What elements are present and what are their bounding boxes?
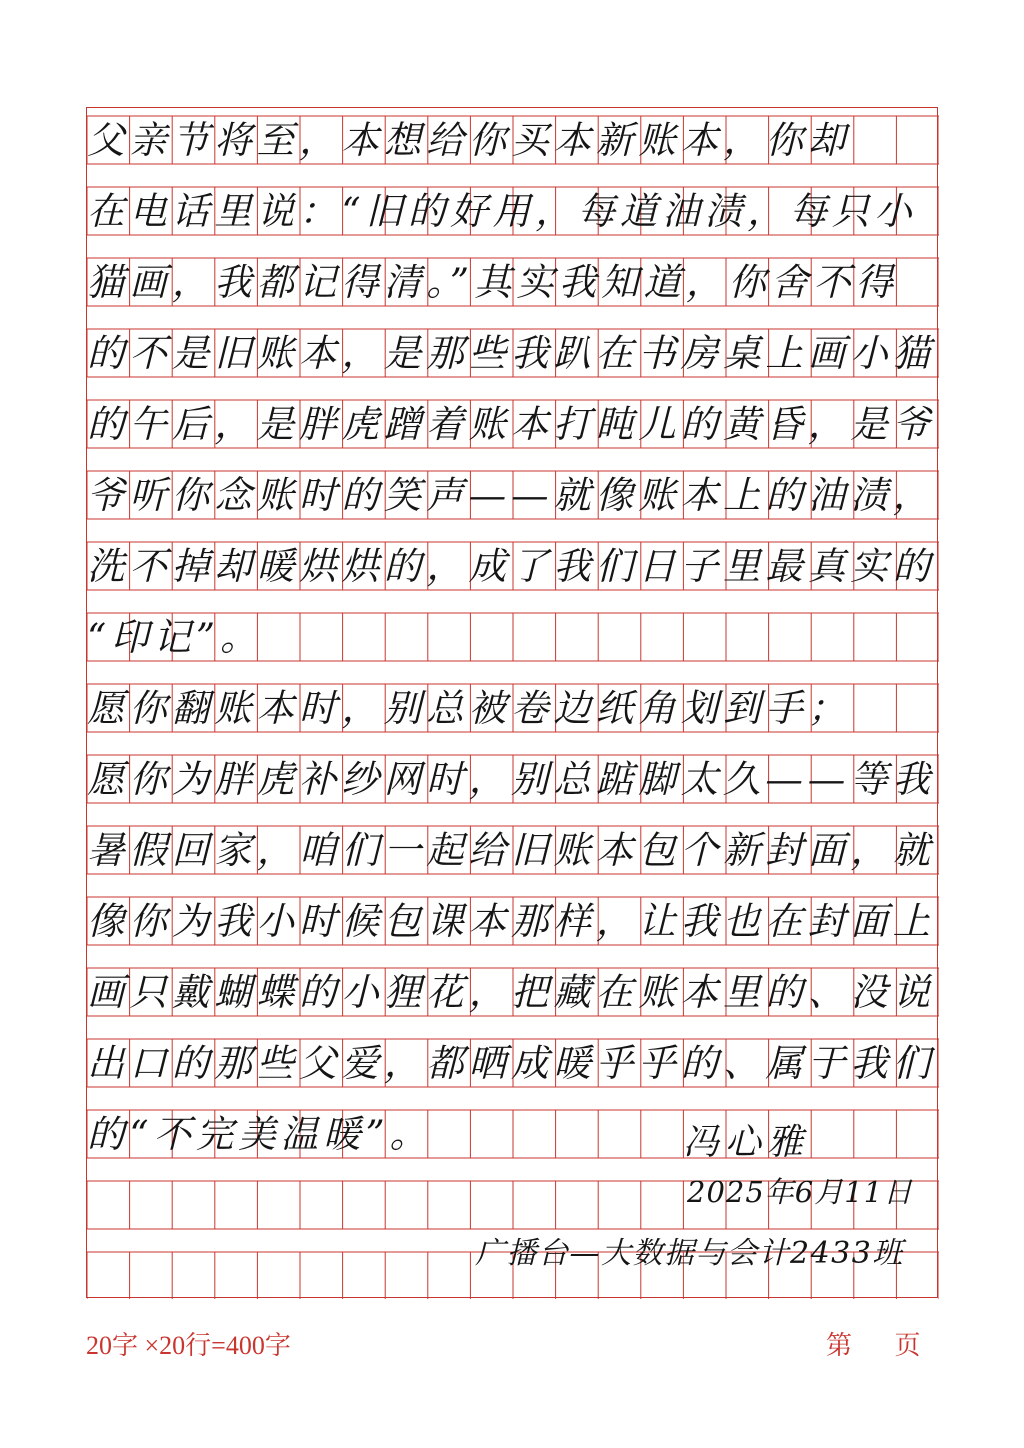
- essay-line: 的不是旧账本，是那些我趴在书房桌上画小猫: [87, 331, 935, 375]
- essay-line: 愿你为胖虎补纱网时，别总踮脚太久——等我: [87, 757, 935, 801]
- essay-line: 洗不掉却暖烘烘的，成了我们日子里最真实的: [87, 544, 935, 588]
- essay-line: 在电话里说：“旧的好用，每道油渍，每只小: [87, 189, 917, 233]
- essay-line: 像你为我小时候包课本那样，让我也在封面上: [87, 899, 935, 943]
- essay-line: 的“不完美温暖”。: [87, 1112, 432, 1156]
- essay-line: 愿你翻账本时，别总被卷边纸角划到手；: [87, 686, 851, 730]
- page-number-label: 第 页: [826, 1331, 921, 1360]
- essay-line: 父亲节将至，本想给你买本新账本，你却: [87, 118, 851, 162]
- author-affiliation: 广播台—大数据与会计2433班: [475, 1236, 904, 1271]
- signature: 冯心雅: [683, 1122, 810, 1163]
- essay-line: 画只戴蝴蝶的小狸花，把藏在账本里的、没说: [87, 970, 935, 1014]
- essay-line: “印记”。: [87, 615, 263, 659]
- essay-text: [87, 108, 937, 1297]
- grid-capacity-note: 20字 ×20行=400字: [86, 1331, 291, 1360]
- manuscript-sheet: [86, 107, 938, 1298]
- essay-line: 猫画，我都记得清。”其实我知道，你舍不得: [87, 260, 898, 304]
- essay-line: 暑假回家，咱们一起给旧账本包个新封面，就: [87, 828, 935, 872]
- essay-line: 的午后，是胖虎蹭着账本打盹儿的黄昏，是爷: [87, 402, 935, 446]
- essay-line: 出口的那些父爱，都晒成暖乎乎的、属于我们: [87, 1041, 935, 1085]
- letter-date: 2025年6月11日: [687, 1175, 914, 1209]
- essay-line: 爷听你念账时的笑声——就像账本上的油渍，: [87, 473, 935, 517]
